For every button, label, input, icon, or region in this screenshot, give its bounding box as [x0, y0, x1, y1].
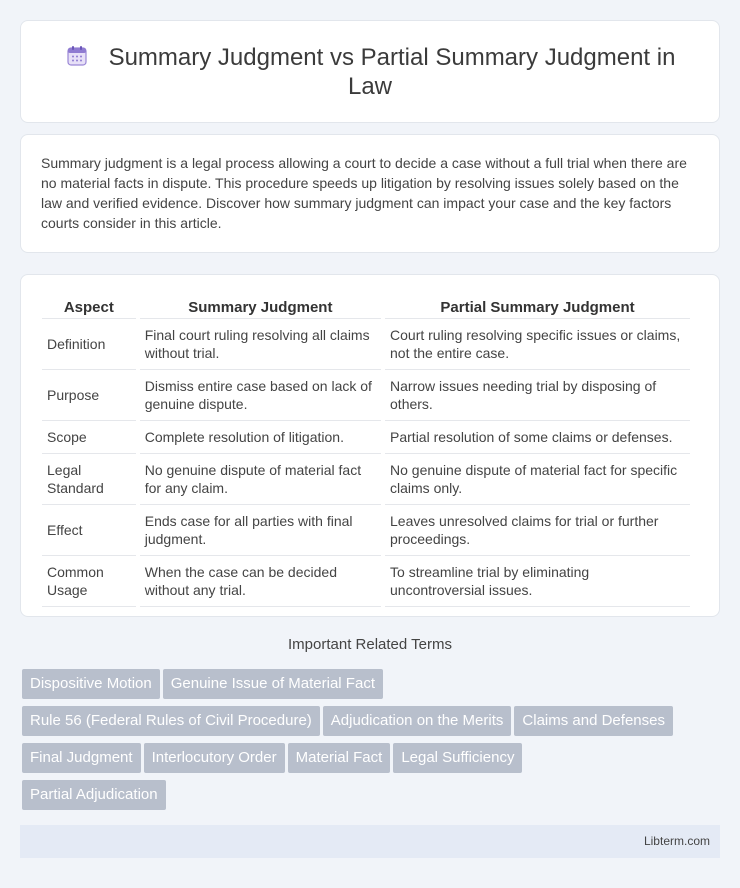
related-term-tag[interactable]: Partial Adjudication [22, 780, 166, 810]
related-term-tag[interactable]: Material Fact [288, 743, 391, 773]
related-term-tag[interactable]: Rule 56 (Federal Rules of Civil Procedure) [22, 706, 320, 736]
header-aspect: Aspect [42, 295, 136, 319]
row-summary: No genuine dispute of material fact for any claim. [140, 454, 381, 505]
comparison-card [20, 274, 720, 617]
comparison-table [38, 295, 694, 607]
related-term-tag[interactable]: Final Judgment [22, 743, 141, 773]
title-card [20, 20, 720, 123]
calendar-icon [65, 44, 89, 68]
table-header-row [42, 295, 690, 319]
row-partial: Court ruling resolving specific issues or claims, not the entire case. [385, 319, 690, 370]
row-summary: Dismiss entire case based on lack of genuine dispute. [140, 370, 381, 421]
table-row [42, 370, 690, 421]
row-partial: Leaves unresolved claims for trial or further proceedings. [385, 505, 690, 556]
table-row [42, 421, 690, 454]
related-terms-list [22, 669, 722, 817]
row-partial: Partial resolution of some claims or defenses. [385, 421, 690, 454]
related-term-tag[interactable]: Claims and Defenses [514, 706, 673, 736]
related-term-tag[interactable]: Genuine Issue of Material Fact [163, 669, 383, 699]
table-row [42, 454, 690, 505]
footer-site-link[interactable]: Libterm.com [643, 834, 710, 848]
related-term-tag[interactable]: Dispositive Motion [22, 669, 160, 699]
related-term-tag[interactable]: Adjudication on the Merits [323, 706, 512, 736]
intro-text: Summary judgment is a legal process allowing a court to decide a case without a full trial when there are no material facts in dispute. This procedure speeds up litigation by resolving issues solely based on the law and verified evidence. Discover how summary judgment can impact your case and the key factors courts consider in this article. [41, 155, 687, 231]
row-aspect: Purpose [42, 370, 136, 421]
row-summary: When the case can be decided without any trial. [140, 556, 381, 607]
related-terms-title: Important Related Terms [288, 636, 452, 653]
row-summary: Complete resolution of litigation. [140, 421, 381, 454]
row-aspect: Common Usage [42, 556, 136, 607]
table-row [42, 556, 690, 607]
table-row [42, 505, 690, 556]
row-aspect: Legal Standard [42, 454, 136, 505]
header-summary-judgment: Summary Judgment [140, 295, 381, 319]
page-title: Summary Judgment vs Partial Summary Judgment in Law [108, 43, 676, 100]
row-partial: No genuine dispute of material fact for specific claims only. [385, 454, 690, 505]
row-summary: Final court ruling resolving all claims without trial. [140, 319, 381, 370]
row-aspect: Definition [42, 319, 136, 370]
related-term-tag[interactable]: Legal Sufficiency [393, 743, 522, 773]
row-partial: To streamline trial by eliminating uncontroversial issues. [385, 556, 690, 607]
related-term-tag[interactable]: Interlocutory Order [144, 743, 285, 773]
row-partial: Narrow issues needing trial by disposing of others. [385, 370, 690, 421]
page-title-wrap [61, 43, 679, 101]
table-row [42, 319, 690, 370]
intro-card [20, 134, 720, 253]
row-aspect: Scope [42, 421, 136, 454]
header-partial-summary-judgment: Partial Summary Judgment [385, 295, 690, 319]
footer [20, 825, 720, 858]
row-aspect: Effect [42, 505, 136, 556]
row-summary: Ends case for all parties with final judgment. [140, 505, 381, 556]
